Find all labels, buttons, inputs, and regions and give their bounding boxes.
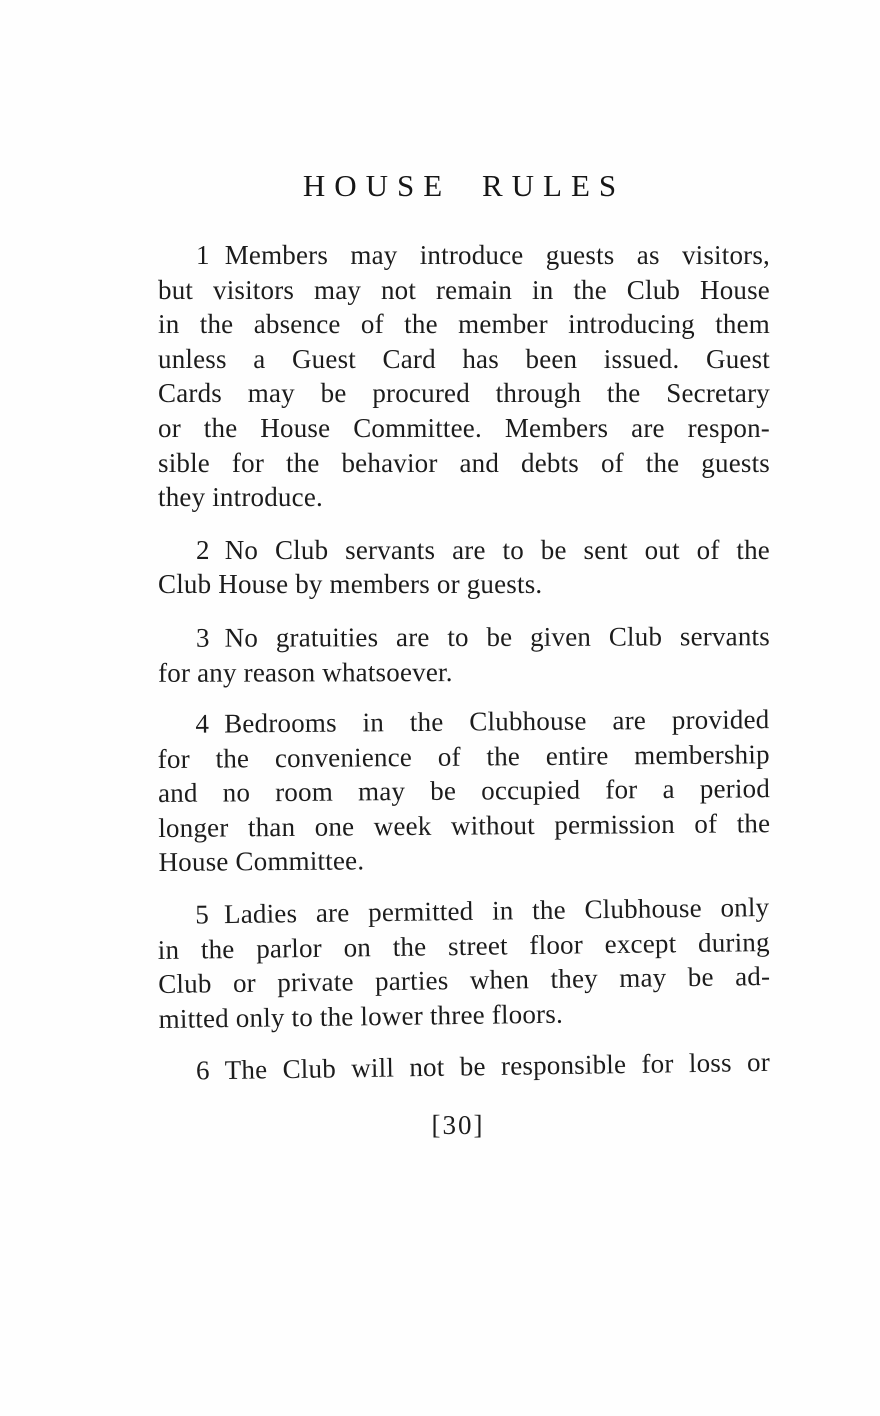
rule-paragraph: [157, 702, 770, 880]
rule-line-text: Members may introduce guests as visitors,: [224, 240, 770, 270]
rule-number: 5: [195, 899, 210, 930]
rule-line: [158, 619, 770, 655]
rule-paragraph: [157, 890, 771, 1036]
rule-line: Cards may be procured through the Secretary: [158, 378, 770, 409]
rule-paragraph: [158, 1045, 770, 1089]
rule-line-text: The Club will not be responsible for loss or: [224, 1047, 771, 1086]
rule-number: 4: [195, 708, 210, 739]
page-content: [158, 170, 770, 1089]
rule-line-text: Bedrooms in the Clubhouse are provided: [224, 704, 770, 739]
rules-list: [158, 238, 770, 1089]
rule-line: Club House by members or guests.: [158, 569, 543, 600]
rule-paragraph: [158, 238, 770, 515]
page-number: [30]: [431, 1110, 485, 1140]
rule-number: 6: [195, 1055, 210, 1086]
rule-line: [158, 533, 770, 568]
rule-line: Club or private parties when they may be ad-: [158, 961, 771, 1000]
rule-line: [157, 702, 769, 741]
rule-line: for any reason whatsoever.: [158, 656, 453, 688]
rule-number: 3: [195, 622, 210, 653]
rule-line: for the convenience of the entire membership: [157, 738, 770, 774]
page-title: HOUSE RULES: [302, 168, 626, 203]
rule-paragraph: [158, 619, 770, 690]
rule-line: in the absence of the member introducing them: [158, 309, 770, 340]
rule-line: longer than one week without permission of the: [158, 808, 771, 843]
rule-line: [158, 1045, 770, 1089]
rule-line: mitted only to the lower three floors.: [158, 998, 564, 1034]
rule-line: but visitors may not remain in the Club House: [158, 274, 770, 305]
rule-line: sible for the behavior and debts of the guests: [158, 447, 770, 478]
rule-line-text: No Club servants are to be sent out of the: [224, 534, 770, 565]
rule-number: 2: [196, 534, 210, 565]
rule-line: in the parlor on the street floor except during: [157, 926, 770, 965]
rule-line: [158, 238, 770, 273]
rule-number: 1: [196, 240, 210, 270]
rule-line-text: No gratuities are to be given Club servants: [224, 621, 770, 653]
rule-line: they introduce.: [158, 482, 323, 513]
rule-line: House Committee.: [158, 845, 365, 878]
rule-line-text: Ladies are permitted in the Clubhouse only: [223, 892, 770, 930]
rule-line: and no room may be occupied for a period: [157, 773, 771, 809]
rule-line: unless a Guest Card has been issued. Guest: [158, 343, 770, 374]
rule-line: or the House Committee. Members are respon-: [158, 412, 770, 443]
rule-paragraph: [158, 533, 770, 602]
